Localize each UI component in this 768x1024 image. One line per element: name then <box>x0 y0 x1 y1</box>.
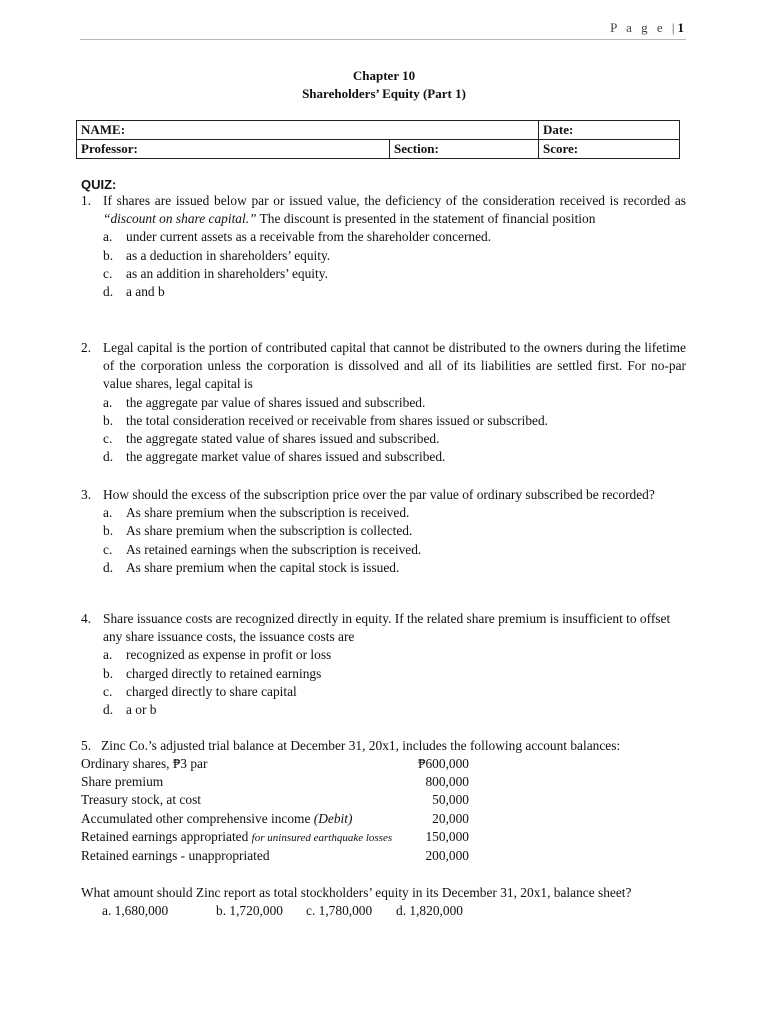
trial-balance-row: Ordinary shares, ₱3 par ₱600,000 <box>81 756 469 771</box>
question-2 <box>81 339 686 466</box>
option: b. charged directly to retained earnings <box>103 665 322 681</box>
option: c. as an addition in shareholders’ equity. <box>103 265 328 281</box>
trial-balance-row: Treasury stock, at cost 50,000 <box>81 792 469 808</box>
question-text: Legal capital is the portion of contributed capital that cannot be distributed to the owners during the lifetime of the corporation unless the corporation is dissolved and all of its liabilities are settled first. For no-par value shares, legal capital is <box>103 340 686 392</box>
option: d. As share premium when the capital stock is issued. <box>103 559 400 575</box>
chapter-subtitle: Shareholders’ Equity (Part 1) <box>302 86 466 101</box>
score-field[interactable]: Score: <box>539 140 680 159</box>
question-5-prompt: What amount should Zinc report as total stockholders’ equity in its December 31, 20x1, balance sheet? <box>81 885 632 900</box>
chapter-title: Chapter 10 <box>352 68 416 83</box>
question-text: Share issuance costs are recognized directly in equity. If the related share premium is insufficient to offset any share issuance costs, the issuance costs are <box>103 611 671 645</box>
question-5-choices <box>102 903 463 919</box>
choice-b: b. 1,720,000 <box>216 903 283 918</box>
option: d. a or b <box>103 702 157 718</box>
choice-c: c. 1,780,000 <box>306 903 373 918</box>
trial-balance-row: Share premium 800,000 <box>81 774 469 790</box>
options <box>103 394 686 467</box>
question-intro: Zinc Co.’s adjusted trial balance at December 31, 20x1, includes the following account balances: <box>101 738 621 753</box>
option: b. As share premium when the subscription is collected. <box>103 523 413 539</box>
trial-balance <box>81 755 469 865</box>
option: a. recognized as expense in profit or loss <box>103 647 332 663</box>
header-rule <box>80 39 686 40</box>
student-info-table <box>76 120 680 159</box>
section-field[interactable]: Section: <box>390 140 539 159</box>
page-word: P a g e <box>610 20 666 35</box>
trial-balance-row: Accumulated other comprehensive income (Debit) 20,000 <box>81 810 469 826</box>
options <box>103 646 686 719</box>
trial-balance-row: Retained earnings appropriated for uninsured earthquake losses 150,000 <box>81 828 469 844</box>
date-field[interactable]: Date: <box>539 121 680 140</box>
question-number: 2. <box>81 340 92 355</box>
question-number: 3. <box>81 487 92 502</box>
option: b. the total consideration received or receivable from shares issued or subscribed. <box>103 412 549 428</box>
page-separator: | <box>671 20 678 35</box>
question-text: If shares are issued below par or issued value, the deficiency of the consideration received is recorded as “discount on share capital.” The discount is presented in the statement of financial position <box>103 193 686 227</box>
option: d. the aggregate market value of shares issued and subscribed. <box>103 449 446 465</box>
question-text: How should the excess of the subscription price over the par value of ordinary subscribed be recorded? <box>103 487 655 502</box>
choice-a: a. 1,680,000 <box>102 903 169 918</box>
option: c. the aggregate stated value of shares issued and subscribed. <box>103 431 440 447</box>
options <box>103 228 686 301</box>
question-5 <box>81 737 686 755</box>
question-4 <box>81 610 686 719</box>
quiz-label: QUIZ: <box>81 177 117 192</box>
option: a. the aggregate par value of shares issued and subscribed. <box>103 394 426 410</box>
option: c. As retained earnings when the subscription is received. <box>103 541 422 557</box>
options <box>103 504 686 577</box>
trial-balance-row: Retained earnings - unappropriated 200,000 <box>81 848 469 864</box>
choice-d: d. 1,820,000 <box>396 903 463 918</box>
name-field[interactable]: NAME: <box>77 121 539 140</box>
question-3 <box>81 486 686 577</box>
professor-field[interactable]: Professor: <box>77 140 390 159</box>
question-1 <box>81 192 686 301</box>
option: a. under current assets as a receivable from the shareholder concerned. <box>103 229 492 245</box>
page-number-label <box>610 20 684 36</box>
option: c. charged directly to share capital <box>103 683 297 699</box>
option: a. As share premium when the subscription is received. <box>103 505 410 521</box>
option: d. a and b <box>103 284 165 300</box>
question-number: 5. <box>81 738 92 753</box>
option: b. as a deduction in shareholders’ equity. <box>103 247 331 263</box>
question-number: 1. <box>81 193 92 208</box>
page-number: 1 <box>677 20 684 35</box>
question-number: 4. <box>81 611 92 626</box>
